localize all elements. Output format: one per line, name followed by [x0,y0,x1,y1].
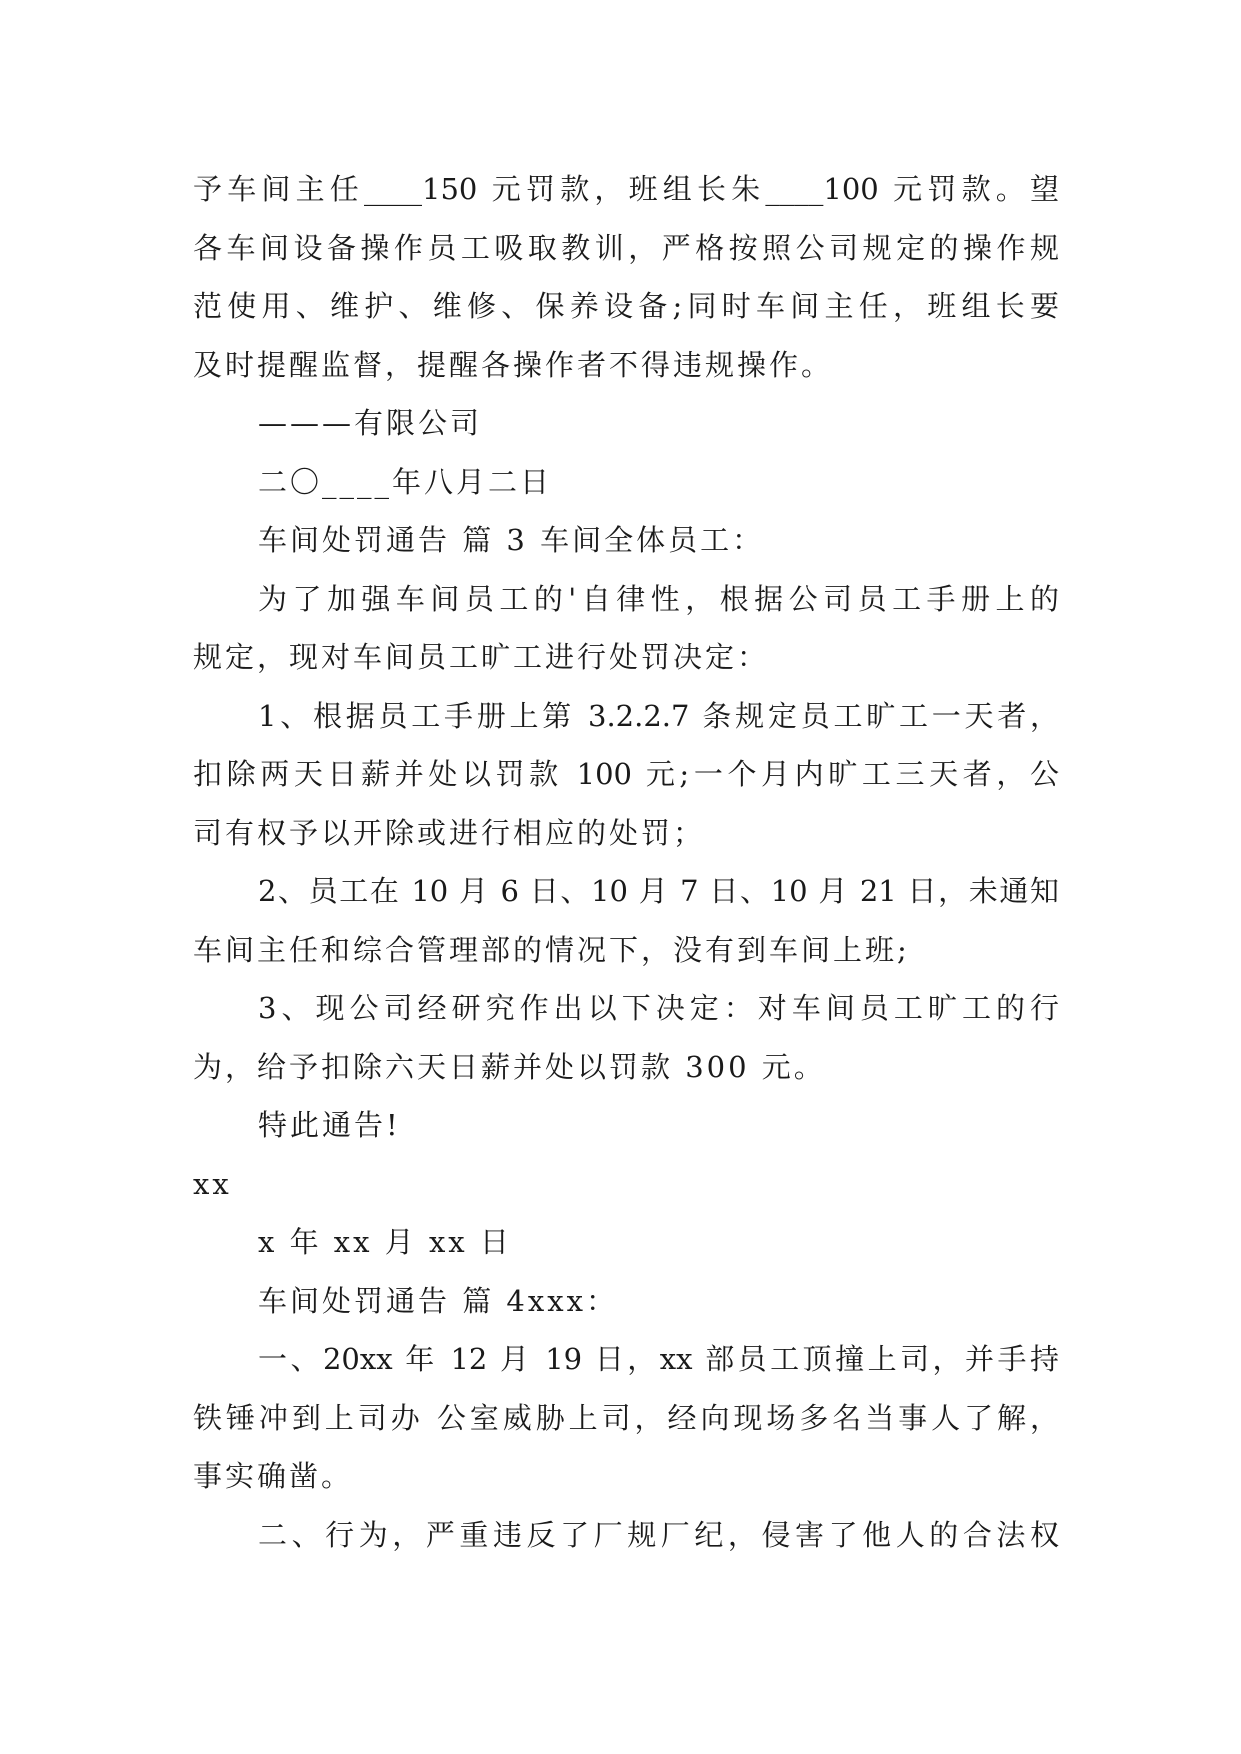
body-line: 予车间主任____150 元罚款，班组长朱____100 元罚款。望 [193,172,1059,206]
notice-heading: 车间处罚通告 篇 4xxx： [258,1283,618,1318]
document-body [193,160,1059,1564]
list-item-line: 事实确凿。 [193,1459,354,1493]
list-item-line: 扣除两天日薪并处以罚款 100 元;一个月内旷工三天者，公 [193,757,1059,791]
signature-company: ———有限公司 [258,406,483,440]
body-line: 规定，现对车间员工旷工进行处罚决定： [193,640,770,674]
list-item-line: 3、现公司经研究作出以下决定：对车间员工旷工的行 [258,991,1059,1025]
signature-date: 二〇____年八月二日 [258,464,553,499]
list-item-line: 一、20xx 年 12 月 19 日，xx 部员工顶撞上司，并手持 [258,1342,1059,1376]
body-line: 为了加强车间员工的'自律性，根据公司员工手册上的 [258,581,1059,616]
body-line: 及时提醒监督，提醒各操作者不得违规操作。 [193,347,834,382]
list-item-line: 二、行为，严重违反了厂规厂纪，侵害了他人的合法权 [258,1517,1059,1552]
signature-date: x 年 xx 月 xx 日 [258,1225,512,1259]
list-item-line: 1、根据员工手册上第 3.2.2.7 条规定员工旷工一天者， [258,698,1059,733]
signature-name: xx [193,1166,232,1201]
notice-closing: 特此通告! [258,1108,401,1142]
list-item-line: 车间主任和综合管理部的情况下，没有到车间上班; [193,932,910,967]
body-line: 范使用、维护、维修、保养设备;同时车间主任，班组长要 [193,289,1059,323]
notice-heading: 车间处罚通告 篇 3 车间全体员工： [258,523,765,557]
list-item-line: 2、员工在 10 月 6 日、10 月 7 日、10 月 21 日，未通知 [258,874,1059,908]
list-item-line: 铁锤冲到上司办 公室威胁上司，经向现场多名当事人了解， [193,1400,1059,1435]
list-item-line: 司有权予以开除或进行相应的处罚； [193,815,706,850]
list-item-line: 为，给予扣除六天日薪并处以罚款 300 元。 [193,1049,826,1084]
body-line: 各车间设备操作员工吸取教训，严格按照公司规定的操作规 [193,230,1059,265]
